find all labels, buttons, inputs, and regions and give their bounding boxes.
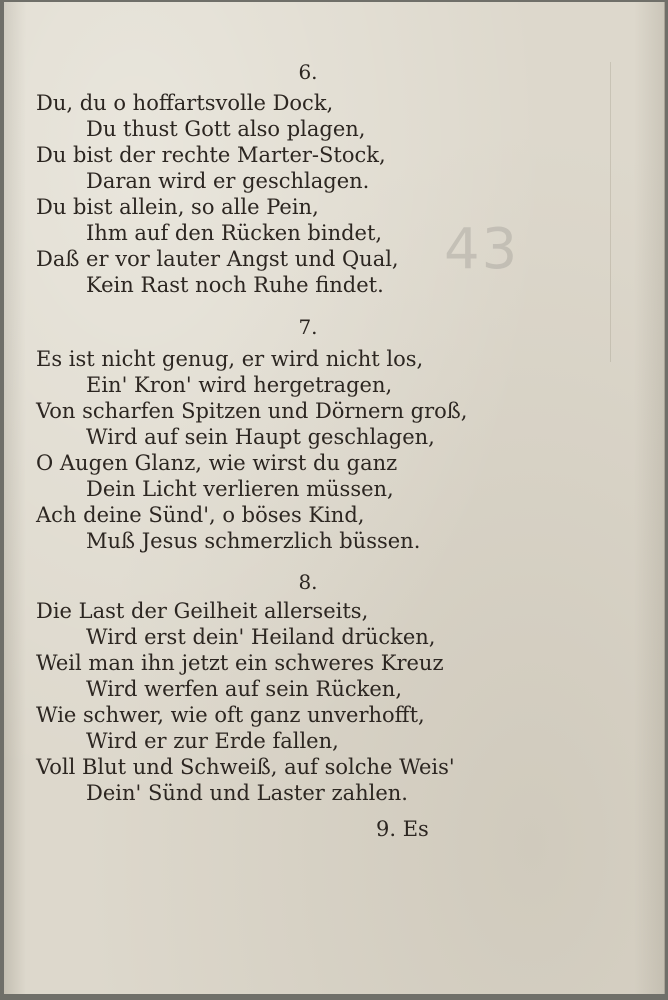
pencil-page-note: 43 xyxy=(444,217,520,282)
verse-line: Kein Rast noch Ruhe findet. xyxy=(86,273,384,297)
verse-line: Du, du o hoffartsvolle Dock, xyxy=(36,91,334,115)
verse-line: Von scharfen Spitzen und Dörnern groß, xyxy=(36,399,468,423)
verse-line: Die Last der Geilheit allerseits, xyxy=(36,599,369,623)
verse-line: Es ist nicht genug, er wird nicht los, xyxy=(36,347,424,371)
verse-line: Du bist der rechte Marter-Stock, xyxy=(36,143,386,167)
verse-line: Wird er zur Erde fallen, xyxy=(86,729,339,753)
verse-line: Du bist allein, so alle Pein, xyxy=(36,195,319,219)
verse-line: Muß Jesus schmerzlich büssen. xyxy=(86,529,421,553)
verse-line: Wird werfen auf sein Rücken, xyxy=(86,677,402,701)
stanza-number-8: 8. xyxy=(298,570,318,594)
verse-line: Daß er vor lauter Angst und Qual, xyxy=(36,247,399,271)
verse-line: Voll Blut und Schweiß, auf solche Weis' xyxy=(36,755,455,779)
verse-line: Wird erst dein' Heiland drücken, xyxy=(86,625,436,649)
verse-line: Wird auf sein Haupt geschlagen, xyxy=(86,425,435,449)
stanza-number-6: 6. xyxy=(298,60,318,84)
verse-line: Du thust Gott also plagen, xyxy=(86,117,366,141)
catchword: 9. Es xyxy=(376,817,429,841)
verse-line: Weil man ihn jetzt ein schweres Kreuz xyxy=(36,651,444,675)
verse-line: Ein' Kron' wird hergetragen, xyxy=(86,373,393,397)
verse-line: O Augen Glanz, wie wirst du ganz xyxy=(36,451,398,475)
verse-line: Dein' Sünd und Laster zahlen. xyxy=(86,781,408,805)
stanza-number-7: 7. xyxy=(298,315,318,339)
verse-line: Ihm auf den Rücken bindet, xyxy=(86,221,383,245)
verse-line: Daran wird er geschlagen. xyxy=(86,169,370,193)
verse-line: Ach deine Sünd', o böses Kind, xyxy=(36,503,365,527)
verse-line: Dein Licht verlieren müssen, xyxy=(86,477,394,501)
verse-line: Wie schwer, wie oft ganz unverhofft, xyxy=(36,703,425,727)
book-page xyxy=(4,2,665,994)
